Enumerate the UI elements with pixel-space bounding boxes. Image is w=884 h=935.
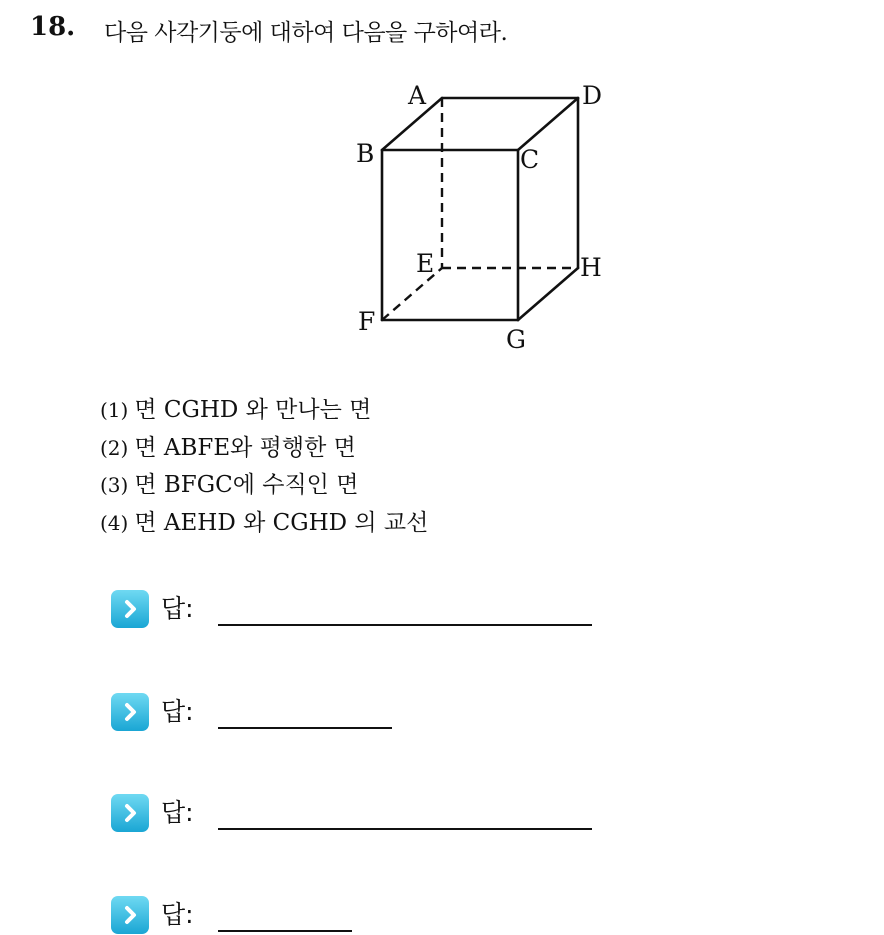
hidden-edges bbox=[382, 98, 578, 320]
answer-label: 답: bbox=[161, 900, 194, 929]
question-number: 18. bbox=[30, 12, 76, 42]
chevron-right-icon bbox=[111, 590, 149, 628]
sub-question-number: (1) bbox=[100, 398, 129, 422]
vertex-label-f: F bbox=[358, 307, 376, 336]
vertex-label-g: G bbox=[506, 325, 526, 354]
answer-blank-1[interactable] bbox=[218, 623, 592, 626]
edge-CD bbox=[518, 98, 578, 150]
chevron-right-icon bbox=[111, 693, 149, 731]
sub-question-text: 면 CGHD 와 만나는 면 bbox=[134, 397, 372, 423]
vertex-label-e: E bbox=[416, 249, 435, 278]
answer-row-1 bbox=[111, 588, 592, 628]
sub-question-number: (2) bbox=[100, 435, 129, 460]
answer-label: 답: bbox=[161, 697, 194, 726]
vertex-label-b: B bbox=[356, 139, 375, 168]
sub-question-number: (4) bbox=[100, 510, 129, 535]
prism-figure bbox=[350, 76, 620, 366]
sub-question-2 bbox=[100, 430, 428, 468]
chevron-right-icon bbox=[111, 896, 149, 934]
vertex-label-a: A bbox=[408, 81, 427, 110]
solid-edges bbox=[382, 98, 578, 320]
edge-GH bbox=[518, 268, 578, 320]
vertex-label-d: D bbox=[582, 81, 603, 110]
sub-question-1 bbox=[100, 392, 428, 430]
sub-question-4 bbox=[100, 505, 428, 543]
sub-question-text: 면 ABFE와 평행한 면 bbox=[134, 434, 356, 461]
answer-blank-2[interactable] bbox=[218, 726, 392, 729]
answer-blank-3[interactable] bbox=[218, 827, 592, 830]
answer-blank-4[interactable] bbox=[218, 929, 352, 932]
answer-row-4 bbox=[111, 894, 352, 934]
vertex-label-h: H bbox=[580, 253, 602, 282]
answer-row-2 bbox=[111, 691, 392, 731]
sub-question-list bbox=[100, 392, 428, 542]
sub-question-text: 면 BFGC에 수직인 면 bbox=[134, 472, 359, 498]
answer-label: 답: bbox=[161, 594, 194, 623]
answer-label: 답: bbox=[161, 798, 194, 827]
sub-question-3 bbox=[100, 467, 428, 505]
vertex-label-c: C bbox=[520, 145, 540, 174]
sub-question-text: 면 AEHD 와 CGHD 의 교선 bbox=[134, 509, 429, 536]
chevron-right-icon bbox=[111, 794, 149, 832]
answer-row-3 bbox=[111, 792, 592, 832]
sub-question-number: (3) bbox=[100, 473, 129, 497]
prism-diagram bbox=[350, 76, 620, 366]
question-stem: 다음 사각기둥에 대하여 다음을 구하여라. bbox=[104, 20, 508, 46]
